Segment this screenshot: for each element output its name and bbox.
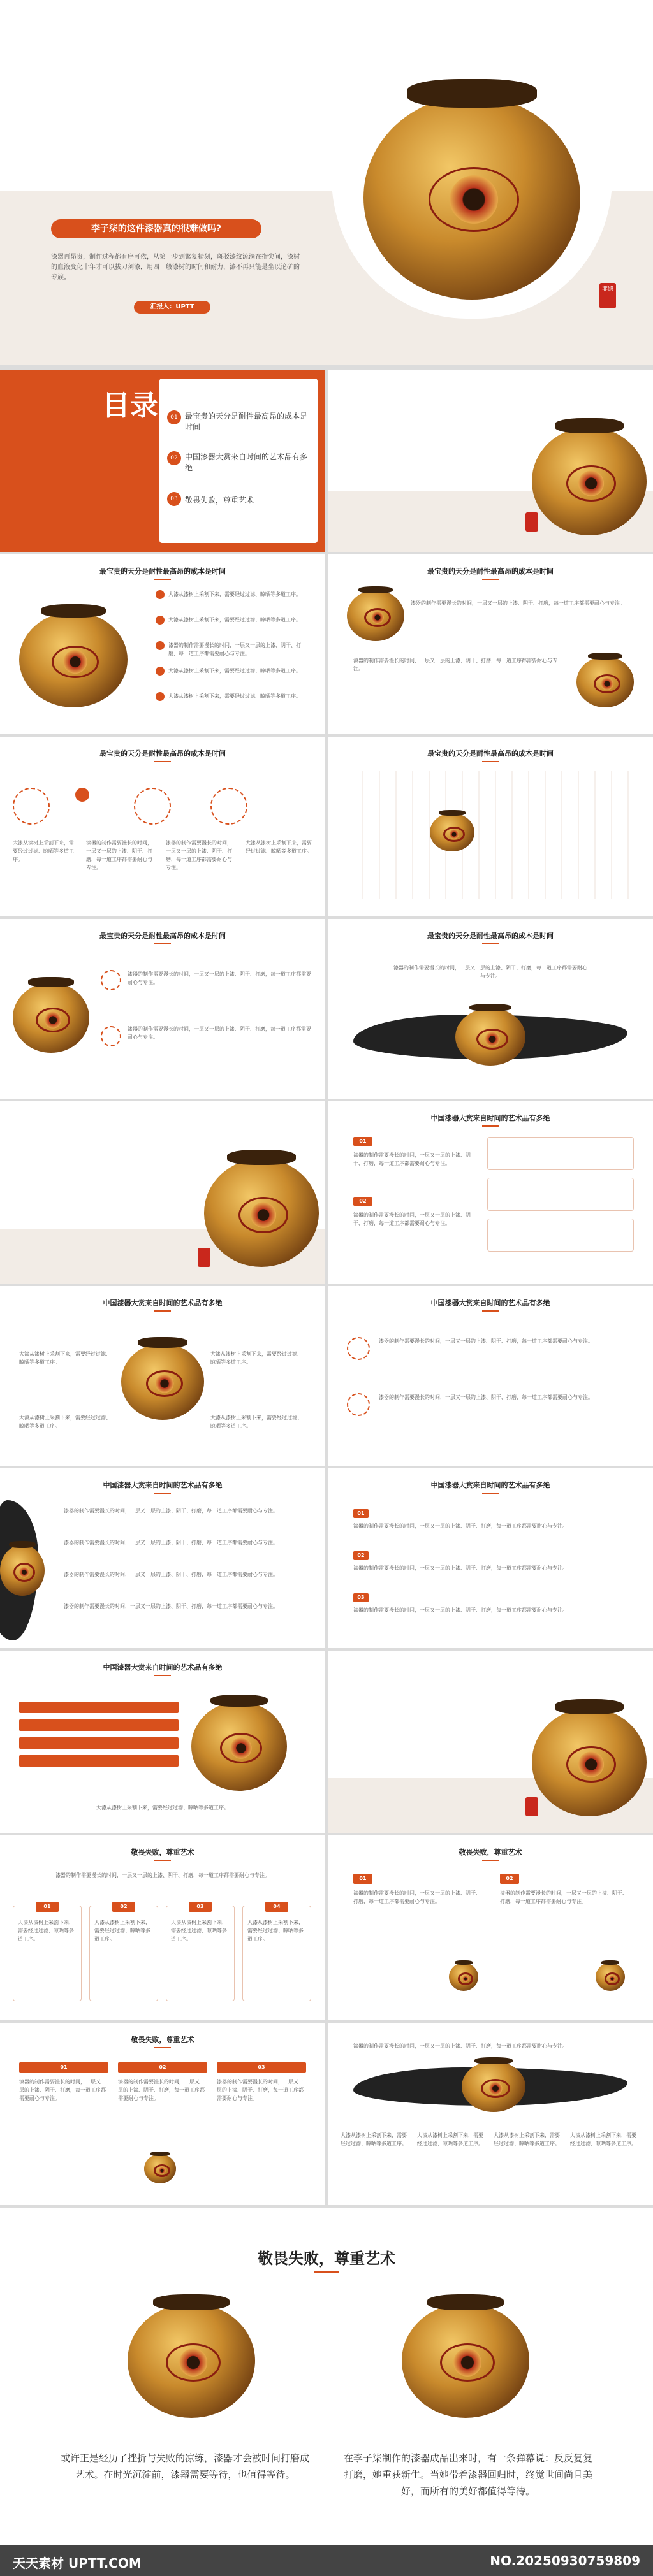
slide-art-3 bbox=[328, 1286, 653, 1466]
toc-num-3: 03 bbox=[167, 492, 181, 506]
label-02: 02 bbox=[353, 1551, 369, 1560]
footer-right: NO.20250930759809 bbox=[490, 2553, 640, 2568]
lacquer-jar-image bbox=[455, 1008, 525, 1066]
body-text: 大漆从漆树上采割下来，需要经过过滤、晾晒等多道工序。 bbox=[417, 2132, 483, 2146]
slide-heading: 敬畏失败，尊重艺术 bbox=[328, 1847, 653, 1861]
slide-time-6 bbox=[328, 919, 653, 1099]
lacquer-jar-image bbox=[430, 813, 474, 851]
body-text: 大漆从漆树上采割下来，需要经过过滤、晾晒等多道工序。 bbox=[168, 591, 301, 597]
cover-desc: 漆器再昂贵，制作过程都有序可依，从第一步到繁复精刻，斑驳漆纹流淌在指尖间，漆树的血液变化十年才可以拔刀刻漆，用四一般漆树的时间和耐力，漆不再只能是坐以论矿的专族。 bbox=[51, 254, 300, 281]
body-text: 漆器的制作需要漫长的时间，一层又一层的上漆、阴干、打磨，每一道工序都需要耐心与专注。 bbox=[500, 1890, 627, 1904]
lacquer-jar-image bbox=[191, 1702, 287, 1791]
toc-item-2[interactable]: 中国漆器大赏来自时间的艺术品有多绝 bbox=[185, 452, 308, 472]
lacquer-jar-image bbox=[532, 1708, 647, 1816]
lacquer-jar-image bbox=[19, 612, 128, 707]
final-left-text: 或许正是经历了挫折与失败的凉练，漆器才会被时间打磨成艺术。在时光沉淀前，漆器需要等待，也值得等待。 bbox=[60, 2452, 309, 2480]
slide-heading: 中国漆器大赏来自时间的艺术品有多绝 bbox=[0, 1480, 325, 1494]
label-04: 04 bbox=[265, 1902, 288, 1912]
body-text: 漆器的制作需要漫长的时间，一层又一层的上漆、阴干、打磨，每一道工序都需要耐心与专注。 bbox=[64, 1540, 278, 1545]
bullet-dot bbox=[156, 590, 165, 599]
slide-heading: 最宝贵的天分是耐性最高昂的成本是时间 bbox=[328, 748, 653, 762]
body-text: 漆器的制作需要漫长的时间，一层又一层的上漆、阴干、打磨，每一道工序都需要耐心与专注。 bbox=[118, 2079, 205, 2101]
body-text: 大漆从漆树上采割下来，需要经过过滤、晾晒等多道工序。 bbox=[210, 1415, 302, 1429]
label-02: 02 bbox=[353, 1197, 372, 1206]
lacquer-jar-image bbox=[128, 2303, 255, 2418]
label-01: 01 bbox=[353, 1137, 372, 1146]
body-text: 漆器的制作需要漫长的时间，一层又一层的上漆、阴干、打磨，每一道工序都需要耐心与专注。 bbox=[379, 1338, 593, 1344]
lacquer-jar-image bbox=[347, 590, 404, 641]
slide-heading: 敬畏失败，尊重艺术 bbox=[0, 2034, 325, 2048]
label-03: 03 bbox=[189, 1902, 212, 1912]
lacquer-jar-image bbox=[0, 1545, 45, 1596]
body-text: 漆器的制作需要漫长的时间，一层又一层的上漆、阴干、打磨，每一道工序都需要耐心与专注。 bbox=[64, 1572, 278, 1577]
body-text: 大漆从漆树上采割下来，需要经过过滤、晾晒等多道工序。 bbox=[210, 1351, 302, 1365]
body-text: 漆器的制作需要漫长的时间，一层又一层的上漆、阴干、打磨，每一道工序都需要耐心与专注。 bbox=[353, 1565, 568, 1571]
body-text: 大漆从漆树上采割下来，需要经过过滤、晾晒等多道工序。 bbox=[13, 840, 74, 862]
part02-label: PART-02 bbox=[19, 1133, 47, 1141]
cover-slide bbox=[0, 0, 653, 365]
body-text: 漆器的制作需要漫长的时间，一层又一层的上漆、阴干、打磨，每一道工序都需要耐心与专注。 bbox=[393, 965, 587, 979]
body-text: 漆器的制作需要漫长的时间，一层又一层的上漆、阴干、打磨，每一道工序都需要耐心与专注。 bbox=[128, 1026, 311, 1040]
part02-slide bbox=[0, 1101, 325, 1284]
bullet-dot bbox=[156, 641, 165, 650]
body-text: 漆器的制作需要漫长的时间，一层又一层的上漆、阴干、打磨，每一道工序都需要耐心与专注。 bbox=[168, 642, 301, 656]
body-text: 大漆从漆树上采割下来，需要经过过滤、晾晒等多道工序。 bbox=[96, 1805, 229, 1811]
footer-left: 天天素材 UPTT.COM bbox=[13, 2556, 142, 2571]
cover-question: 李子柒的这件漆器真的很难做吗? bbox=[51, 219, 261, 238]
cover-reporter: 汇报人：UPTT bbox=[134, 301, 210, 314]
body-text: 大漆从漆树上采割下来，需要经过过滤、晾晒等多道工序。 bbox=[168, 617, 301, 623]
slide-heading: 最宝贵的天分是耐性最高昂的成本是时间 bbox=[328, 566, 653, 580]
slide-heading: 最宝贵的天分是耐性最高昂的成本是时间 bbox=[0, 566, 325, 580]
bullet-dot bbox=[156, 616, 165, 625]
slide-time-5 bbox=[0, 919, 325, 1099]
slide-heading: 最宝贵的天分是耐性最高昂的成本是时间 bbox=[0, 930, 325, 944]
body-text: 大漆从漆树上采割下来，需要经过过滤、晾晒等多道工序。 bbox=[168, 693, 301, 699]
seal-stamp bbox=[525, 512, 538, 532]
part01-slide bbox=[328, 370, 653, 552]
slide-respect-4 bbox=[328, 2023, 653, 2205]
slide-art-2 bbox=[0, 1286, 325, 1466]
lacquer-jar-image bbox=[121, 1343, 204, 1420]
body-text: 漆器的制作需要漫长的时间，一层又一层的上漆、阴干、打磨，每一道工序都需要耐心与专注。 bbox=[353, 1890, 481, 1904]
seal-stamp: 非遗 bbox=[599, 283, 616, 308]
part03-label: PART-03 bbox=[347, 1682, 375, 1691]
part01-label: PART-01 bbox=[347, 398, 375, 406]
label-02: 02 bbox=[112, 1902, 135, 1912]
slide-art-1 bbox=[328, 1101, 653, 1284]
slide-time-4 bbox=[328, 737, 653, 916]
body-text: 漆器的制作需要漫长的时间，一层又一层的上漆、阴干、打磨，每一道工序都需要耐心与专注。 bbox=[217, 2079, 304, 2101]
lacquer-jar-image bbox=[449, 1963, 478, 1991]
body-text: 大漆从漆树上采割下来，需要经过过滤、晾晒等多道工序。 bbox=[341, 2132, 407, 2146]
body-text: 漆器的制作需要漫长的时间，一层又一层的上漆、阴干、打磨，每一道工序都需要耐心与专注。 bbox=[64, 1508, 278, 1514]
body-text: 漆器的制作需要漫长的时间，一层又一层的上漆、阴干、打磨，每一道工序都需要耐心与专注。 bbox=[86, 840, 152, 871]
final-right-text: 在李子柒制作的漆器成品出来时，有一条弹幕说：反反复复打磨，她重获新生。当她带着漆器回归时，终觉世间尚且美好，而所有的美好都值得等待。 bbox=[343, 2452, 592, 2497]
body-text: 漆器的制作需要漫长的时间，一层又一层的上漆、阴干、打磨，每一道工序都需要耐心与专注。 bbox=[353, 1523, 568, 1529]
body-text: 漆器的制作需要漫长的时间，一层又一层的上漆、阴干、打磨，每一道工序都需要耐心与专注。 bbox=[411, 600, 625, 606]
slide-time-1 bbox=[0, 554, 325, 734]
lacquer-jar-image bbox=[596, 1963, 625, 1991]
label-01: 01 bbox=[353, 1874, 372, 1884]
part03-slide bbox=[328, 1651, 653, 1833]
body-text: 漆器的制作需要漫长的时间，一层又一层的上漆、阴干、打磨，每一道工序都需要耐心与专注。 bbox=[64, 1603, 278, 1609]
slide-heading: 中国漆器大赏来自时间的艺术品有多绝 bbox=[0, 1298, 325, 1312]
lacquer-jar-image bbox=[13, 983, 89, 1053]
slide-art-6 bbox=[0, 1651, 325, 1833]
label-01: 01 bbox=[36, 1902, 59, 1912]
label-02: 02 bbox=[118, 2062, 207, 2073]
final-slide bbox=[0, 2208, 653, 2545]
label-01: 01 bbox=[353, 1509, 369, 1518]
body-text: 漆器的制作需要漫长的时间，一层又一层的上漆、阴干、打磨，每一道工序都需要耐心与专注。 bbox=[19, 2079, 106, 2101]
body-text: 大漆从漆树上采割下来，需要经过过滤、晾晒等多道工序。 bbox=[19, 1351, 111, 1365]
lacquer-jar-image bbox=[576, 656, 634, 707]
body-text: 漆器的制作需要漫长的时间，一层又一层的上漆、阴干、打磨，每一道工序都需要耐心与专注。 bbox=[379, 1394, 593, 1400]
label-02: 02 bbox=[500, 1874, 519, 1884]
bullet-dot bbox=[156, 667, 165, 676]
body-text: 大漆从漆树上采割下来，需要经过过滤、晾晒等多道工序。 bbox=[494, 2132, 560, 2146]
toc-item-1[interactable]: 最宝贵的天分是耐性最高昂的成本是时间 bbox=[185, 412, 308, 431]
slide-heading: 最宝贵的天分是耐性最高昂的成本是时间 bbox=[328, 930, 653, 944]
lacquer-jar-image bbox=[532, 427, 647, 535]
body-text: 大漆从漆树上采割下来，需要经过过滤、晾晒等多道工序。 bbox=[570, 2132, 636, 2146]
body-text: 漆器的制作需要漫长的时间，一层又一层的上漆、阴干、打磨，每一道工序都需要耐心与专注。 bbox=[353, 1212, 471, 1226]
footer-bar bbox=[0, 2545, 653, 2576]
part02-title: 中国漆器大赏来自时间的艺术品有多绝 bbox=[19, 1150, 209, 1190]
body-text: 大漆从漆树上采割下来，需要经过过滤、晾晒等多道工序。 bbox=[168, 668, 301, 674]
body-text: 大漆从漆树上采割下来，需要经过过滤、晾晒等多道工序。 bbox=[246, 840, 312, 854]
slide-respect-3 bbox=[0, 2023, 325, 2205]
slide-time-3 bbox=[0, 737, 325, 916]
part01-title: 最宝贵的天分是耐性最高昂的成本是时间 bbox=[347, 413, 536, 453]
lacquer-jar-image bbox=[402, 2303, 529, 2418]
part03-title: 敬畏失败尊重艺术 bbox=[347, 1699, 499, 1750]
slide-respect-1 bbox=[0, 1835, 325, 2020]
body-text: 漆器的制作需要漫长的时间，一层又一层的上漆、阴干、打磨，每一道工序都需要耐心与专注。 bbox=[166, 840, 232, 871]
slide-respect-2 bbox=[328, 1835, 653, 2020]
label-01: 01 bbox=[19, 2062, 108, 2073]
body-text: 漆器的制作需要漫长的时间，一层又一层的上漆、阴干、打磨，每一道工序都需要耐心与专注。 bbox=[353, 1607, 568, 1613]
slide-heading: 中国漆器大赏来自时间的艺术品有多绝 bbox=[328, 1298, 653, 1312]
slide-time-2 bbox=[328, 554, 653, 734]
final-title: 敬畏失败，尊重艺术 bbox=[258, 2250, 395, 2268]
body-text: 大漆从漆树上采割下来，需要经过过滤、晾晒等多道工序。 bbox=[247, 1920, 304, 1942]
slide-heading: 敬畏失败，尊重艺术 bbox=[0, 1847, 325, 1861]
cover-title: 大漆 bbox=[51, 62, 217, 160]
body-text: 大漆从漆树上采割下来，需要经过过滤、晾晒等多道工序。 bbox=[19, 1415, 111, 1429]
toc-title: 目录 bbox=[102, 389, 158, 422]
lacquer-jar-image bbox=[144, 2154, 176, 2183]
toc-num-2: 02 bbox=[167, 451, 181, 465]
seal-stamp bbox=[198, 1248, 210, 1267]
cover-subtitle: 传 承 非 遗 文 化 bbox=[83, 39, 207, 49]
body-text: 大漆从漆树上采割下来，需要经过过滤、晾晒等多道工序。 bbox=[94, 1920, 150, 1942]
body-text: 大漆从漆树上采割下来，需要经过过滤、晾晒等多道工序。 bbox=[171, 1920, 227, 1942]
slide-heading: 最宝贵的天分是耐性最高昂的成本是时间 bbox=[0, 748, 325, 762]
lacquer-jar-image bbox=[462, 2061, 525, 2112]
slide-art-4 bbox=[0, 1468, 325, 1648]
bullet-dot bbox=[156, 692, 165, 701]
slide-heading: 中国漆器大赏来自时间的艺术品有多绝 bbox=[328, 1113, 653, 1127]
body-text: 漆器的制作需要漫长的时间，一层又一层的上漆、阴干、打磨，每一道工序都需要耐心与专注。 bbox=[353, 1152, 471, 1166]
toc-slide bbox=[0, 370, 325, 552]
body-text: 漆器的制作需要漫长的时间，一层又一层的上漆、阴干、打磨，每一道工序都需要耐心与专注。 bbox=[353, 2043, 568, 2049]
toc-item-3[interactable]: 敬畏失败，尊重艺术 bbox=[185, 496, 254, 505]
slide-heading: 中国漆器大赏来自时间的艺术品有多绝 bbox=[328, 1480, 653, 1494]
body-text: 漆器的制作需要漫长的时间，一层又一层的上漆、阴干、打磨，每一道工序都需要耐心与专注。 bbox=[353, 658, 557, 672]
vertical-text-columns bbox=[347, 771, 634, 899]
body-text: 漆器的制作需要漫长的时间，一层又一层的上漆、阴干、打磨，每一道工序都需要耐心与专注。 bbox=[128, 971, 311, 985]
slide-art-5 bbox=[328, 1468, 653, 1648]
lacquer-jar-image bbox=[204, 1159, 319, 1267]
toc-num-1: 01 bbox=[167, 410, 181, 424]
slide-heading: 中国漆器大赏来自时间的艺术品有多绝 bbox=[0, 1662, 325, 1676]
body-text: 大漆从漆树上采割下来，需要经过过滤、晾晒等多道工序。 bbox=[18, 1920, 74, 1942]
label-03: 03 bbox=[353, 1593, 369, 1602]
body-text: 漆器的制作需要漫长的时间，一层又一层的上漆、阴干、打磨，每一道工序都需要耐心与专注。 bbox=[55, 1872, 270, 1878]
seal-stamp bbox=[525, 1797, 538, 1816]
lacquer-jar-image bbox=[363, 96, 580, 300]
label-03: 03 bbox=[217, 2062, 306, 2073]
